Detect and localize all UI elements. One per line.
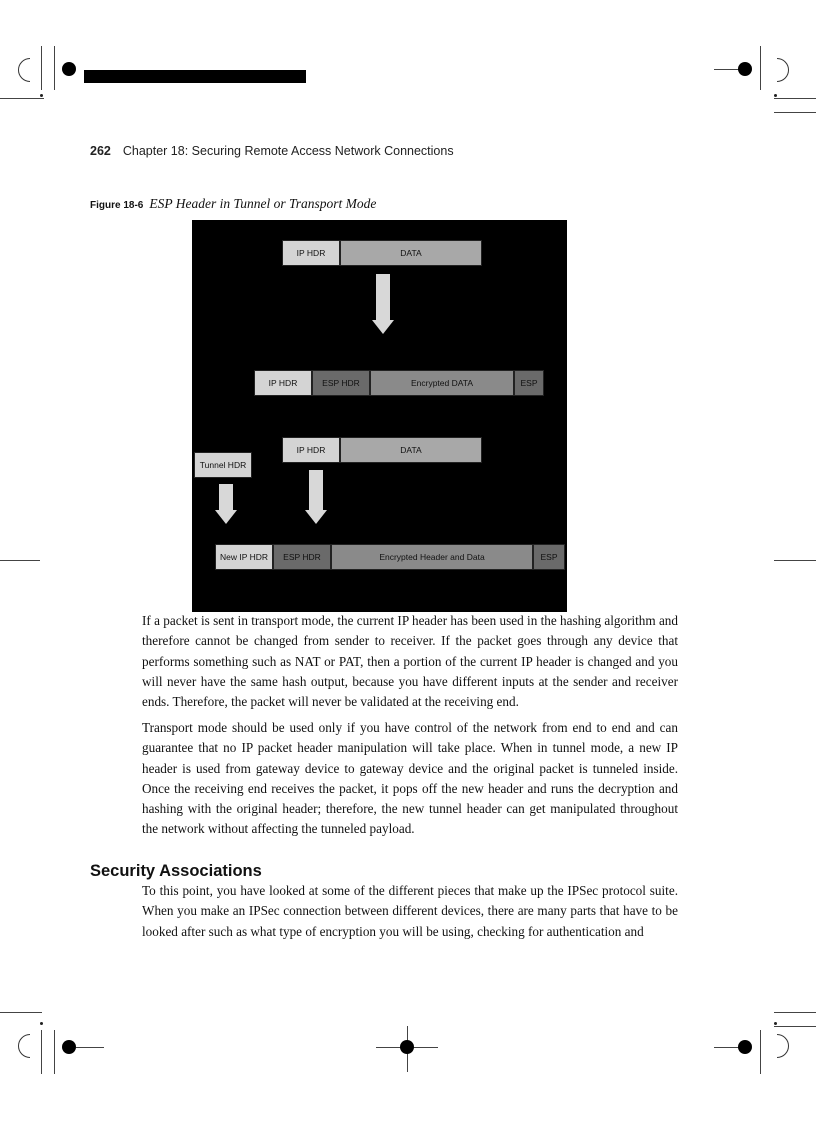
crop-line [0,98,44,99]
row2-encrypted-data: Encrypted DATA [370,370,514,396]
esp-diagram [192,220,567,612]
crop-line [54,46,55,90]
down-arrow-head-icon [305,510,327,524]
down-arrow-icon [376,274,390,322]
paragraph-tunnel-mode: Transport mode should be used only if you have control of the network from end to end and can guarantee that no IP packet header manipulation will take place. When in tunnel mode, a new IP header is used from gateway device to gateway device and the original packet is tunneled inside. Once the receiving end receives the packet, it pops off the new header and runs the decryption and hashing with the original header; therefore, the new tunnel header can get manipulated throughout the network without affecting the tunneled payload. [142,720,678,837]
chapter-title: Chapter 18: Securing Remote Access Network Connections [122,144,454,158]
crop-circle-icon [765,58,789,82]
crop-line [0,560,40,561]
crop-line [760,46,761,90]
row4-esp-trailer: ESP [533,544,565,570]
row4-esp-hdr: ESP HDR [273,544,331,570]
page-number: 262 [90,144,111,158]
down-arrow-head-icon [372,320,394,334]
crop-dot [774,1022,777,1025]
tunnel-hdr: Tunnel HDR [194,452,252,478]
figure-title: ESP Header in Tunnel or Transport Mode [149,196,377,211]
row4-new-ip-hdr: New IP HDR [215,544,273,570]
down-arrow-head-icon [215,510,237,524]
top-black-bar [84,70,306,83]
crop-circle-icon [18,58,42,82]
crop-line [760,1030,761,1074]
crop-line [774,112,816,113]
crop-line [774,1026,816,1027]
row1-data: DATA [340,240,482,266]
section-heading: Security Associations [90,862,262,880]
crop-line [0,1012,42,1013]
crop-line [41,46,42,90]
down-arrow-icon [219,484,233,512]
row2-esp-hdr: ESP HDR [312,370,370,396]
crop-dot [40,1022,43,1025]
registration-dot-icon [62,1040,76,1054]
down-arrow-icon [309,470,323,512]
paragraph-transport-mode: If a packet is sent in transport mode, the current IP header has been used in the hashing algorithm and therefore cannot be changed from sender to receiver. If the packet goes through any device that performs something such as NAT or PAT, then a portion of the current IP header is changed and you will never have the same hash output, because you have different inputs at the sender and receiver ends. Therefore, the packet will never be validated at the receiving end. [142,613,678,710]
crop-line [774,560,816,561]
crop-dot [774,94,777,97]
row2-esp-trailer: ESP [514,370,544,396]
crop-circle-icon [765,1034,789,1058]
row3-ip-hdr: IP HDR [282,437,340,463]
row2-ip-hdr: IP HDR [254,370,312,396]
registration-dot-icon [62,62,76,76]
registration-dot-icon [400,1040,414,1054]
registration-dot-icon [738,1040,752,1054]
paragraph-security-associations: To this point, you have looked at some of the different pieces that make up the IPSec protocol suite. When you make an IPSec connection between different devices, there are many parts that have to be looked after such as what type of encryption you will be using, checking for authentication and [142,883,678,939]
registration-dot-icon [738,62,752,76]
crop-dot [40,94,43,97]
figure-caption [90,196,376,212]
row3-data: DATA [340,437,482,463]
crop-circle-icon [18,1034,42,1058]
running-header [90,144,454,158]
crop-line [774,1012,816,1013]
crop-line [41,1030,42,1074]
row1-ip-hdr: IP HDR [282,240,340,266]
crop-line [76,1047,104,1048]
row4-encrypted-header-data: Encrypted Header and Data [331,544,533,570]
crop-line [774,98,816,99]
crop-line [54,1030,55,1074]
figure-label: Figure 18-6 [90,200,144,211]
